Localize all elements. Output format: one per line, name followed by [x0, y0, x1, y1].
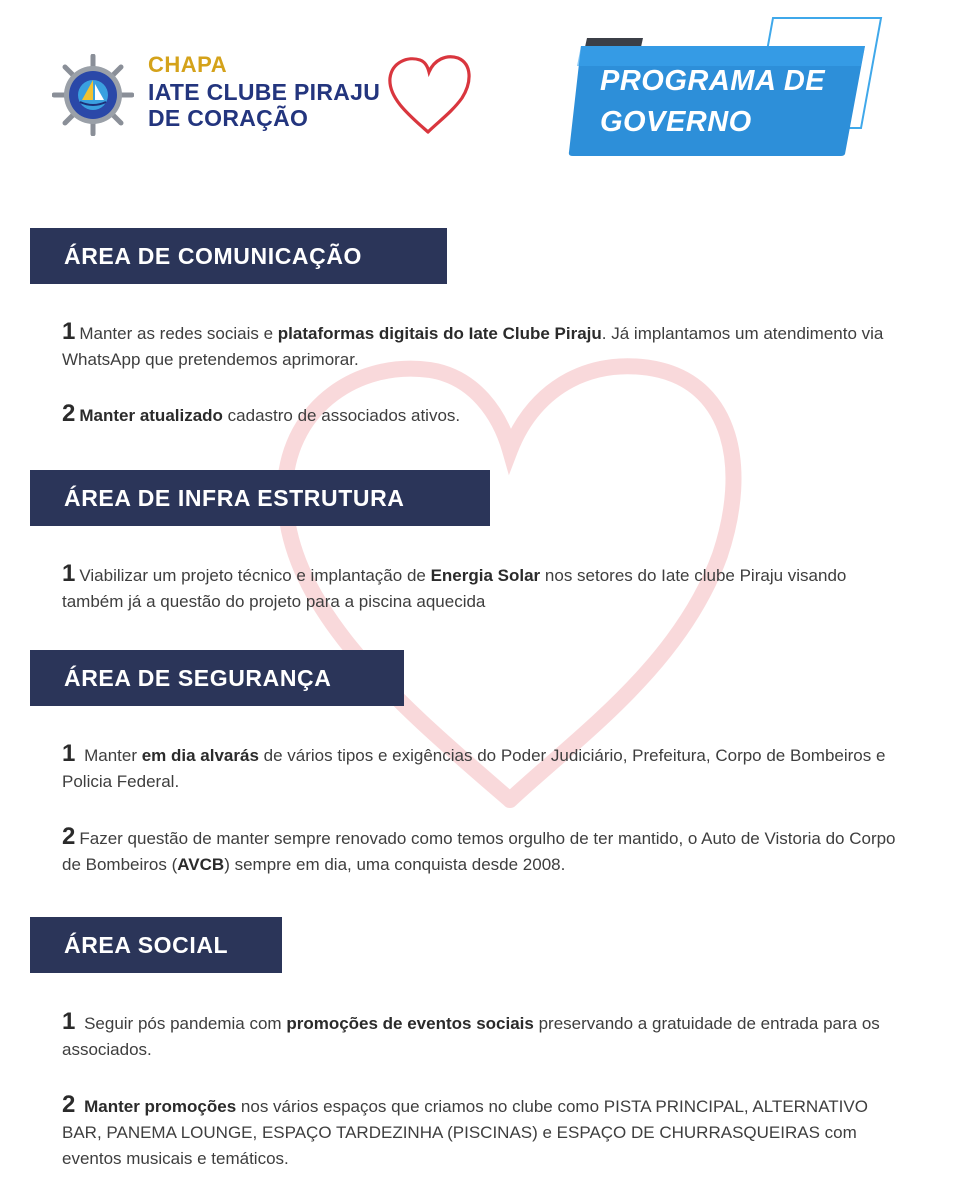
- item-bold-text: Energia Solar: [430, 566, 541, 585]
- item-number: 2: [62, 400, 76, 427]
- section-header-social: [30, 917, 282, 973]
- chapa-label: CHAPA: [148, 52, 228, 77]
- section-title: ÁREA DE INFRA ESTRUTURA: [64, 484, 405, 511]
- section-title: ÁREA DE SEGURANÇA: [64, 664, 332, 691]
- item-number: 1: [62, 560, 76, 587]
- item-number: 1: [62, 318, 76, 345]
- badge-title-line2: GOVERNO: [600, 106, 752, 138]
- item-text: de vários tipos e exigências do Poder Judiciário, Prefeitura, Corpo de Bombeiros e Policia Federal.: [62, 746, 886, 791]
- item-text: Viabilizar um projeto técnico e implantação de: [79, 566, 431, 585]
- item-text: ) sempre em dia, uma conquista desde 2008.: [224, 855, 566, 874]
- section-header-seguranca: [30, 650, 404, 706]
- section-title: ÁREA SOCIAL: [64, 931, 229, 958]
- item-bold-text: Manter atualizado: [79, 406, 223, 425]
- badge-title-line1: PROGRAMA DE: [600, 65, 826, 97]
- list-item: [62, 561, 902, 615]
- list-item: [62, 741, 902, 795]
- list-item: [62, 824, 902, 878]
- item-text: . Já implantamos um atendimento via WhatsApp que pretendemos aprimorar.: [62, 324, 884, 369]
- item-bold-text: AVCB: [177, 855, 225, 874]
- item-number: 1: [62, 740, 76, 767]
- item-text: Manter as redes sociais e: [79, 324, 278, 343]
- item-text: Seguir pós pandemia com: [79, 1014, 287, 1033]
- list-item: [62, 1009, 902, 1063]
- item-number: 1: [62, 1008, 76, 1035]
- club-name-line2: DE CORAÇÃO: [148, 105, 309, 131]
- item-number: 2: [62, 1091, 76, 1118]
- item-text: cadastro de associados ativos.: [222, 406, 461, 425]
- item-text: Manter: [79, 746, 142, 765]
- item-bold-text: promoções de eventos sociais: [286, 1014, 534, 1033]
- list-item: [62, 401, 902, 429]
- item-bold-text: em dia alvarás: [141, 746, 259, 765]
- item-text: preservando a gratuidade de entrada para os associados.: [62, 1014, 880, 1059]
- item-bold-text: Manter promoções: [84, 1097, 237, 1116]
- item-text: nos setores do Iate clube Piraju visando também já a questão do projeto para a piscina aquecida: [62, 566, 847, 611]
- club-name-line1: IATE CLUBE PIRAJU: [148, 79, 381, 105]
- item-number: 2: [62, 823, 76, 850]
- list-item: [62, 319, 902, 373]
- item-text: nos vários espaços que criamos no clube como PISTA PRINCIPAL, ALTERNATIVO BAR, PANEMA LOUNGE, ESPAÇO TARDEZINHA (PISCINAS) e ESPAÇO DE CHURRASQUEIRAS com eventos musicais e temáticos.: [62, 1097, 868, 1168]
- item-bold-text: plataformas digitais do Iate Clube Piraju: [277, 324, 602, 343]
- section-title: ÁREA DE COMUNICAÇÃO: [64, 242, 363, 269]
- list-item: [62, 1092, 902, 1172]
- club-logo-icon: [52, 54, 134, 136]
- heart-icon: [382, 52, 474, 138]
- item-text: Fazer questão de manter sempre renovado como temos orgulho de ter mantido, o Auto de Vistoria do Corpo de Bombeiros (: [62, 829, 896, 874]
- section-header-infra-estrutura: [30, 470, 490, 526]
- section-header-comunicacao: [30, 228, 447, 284]
